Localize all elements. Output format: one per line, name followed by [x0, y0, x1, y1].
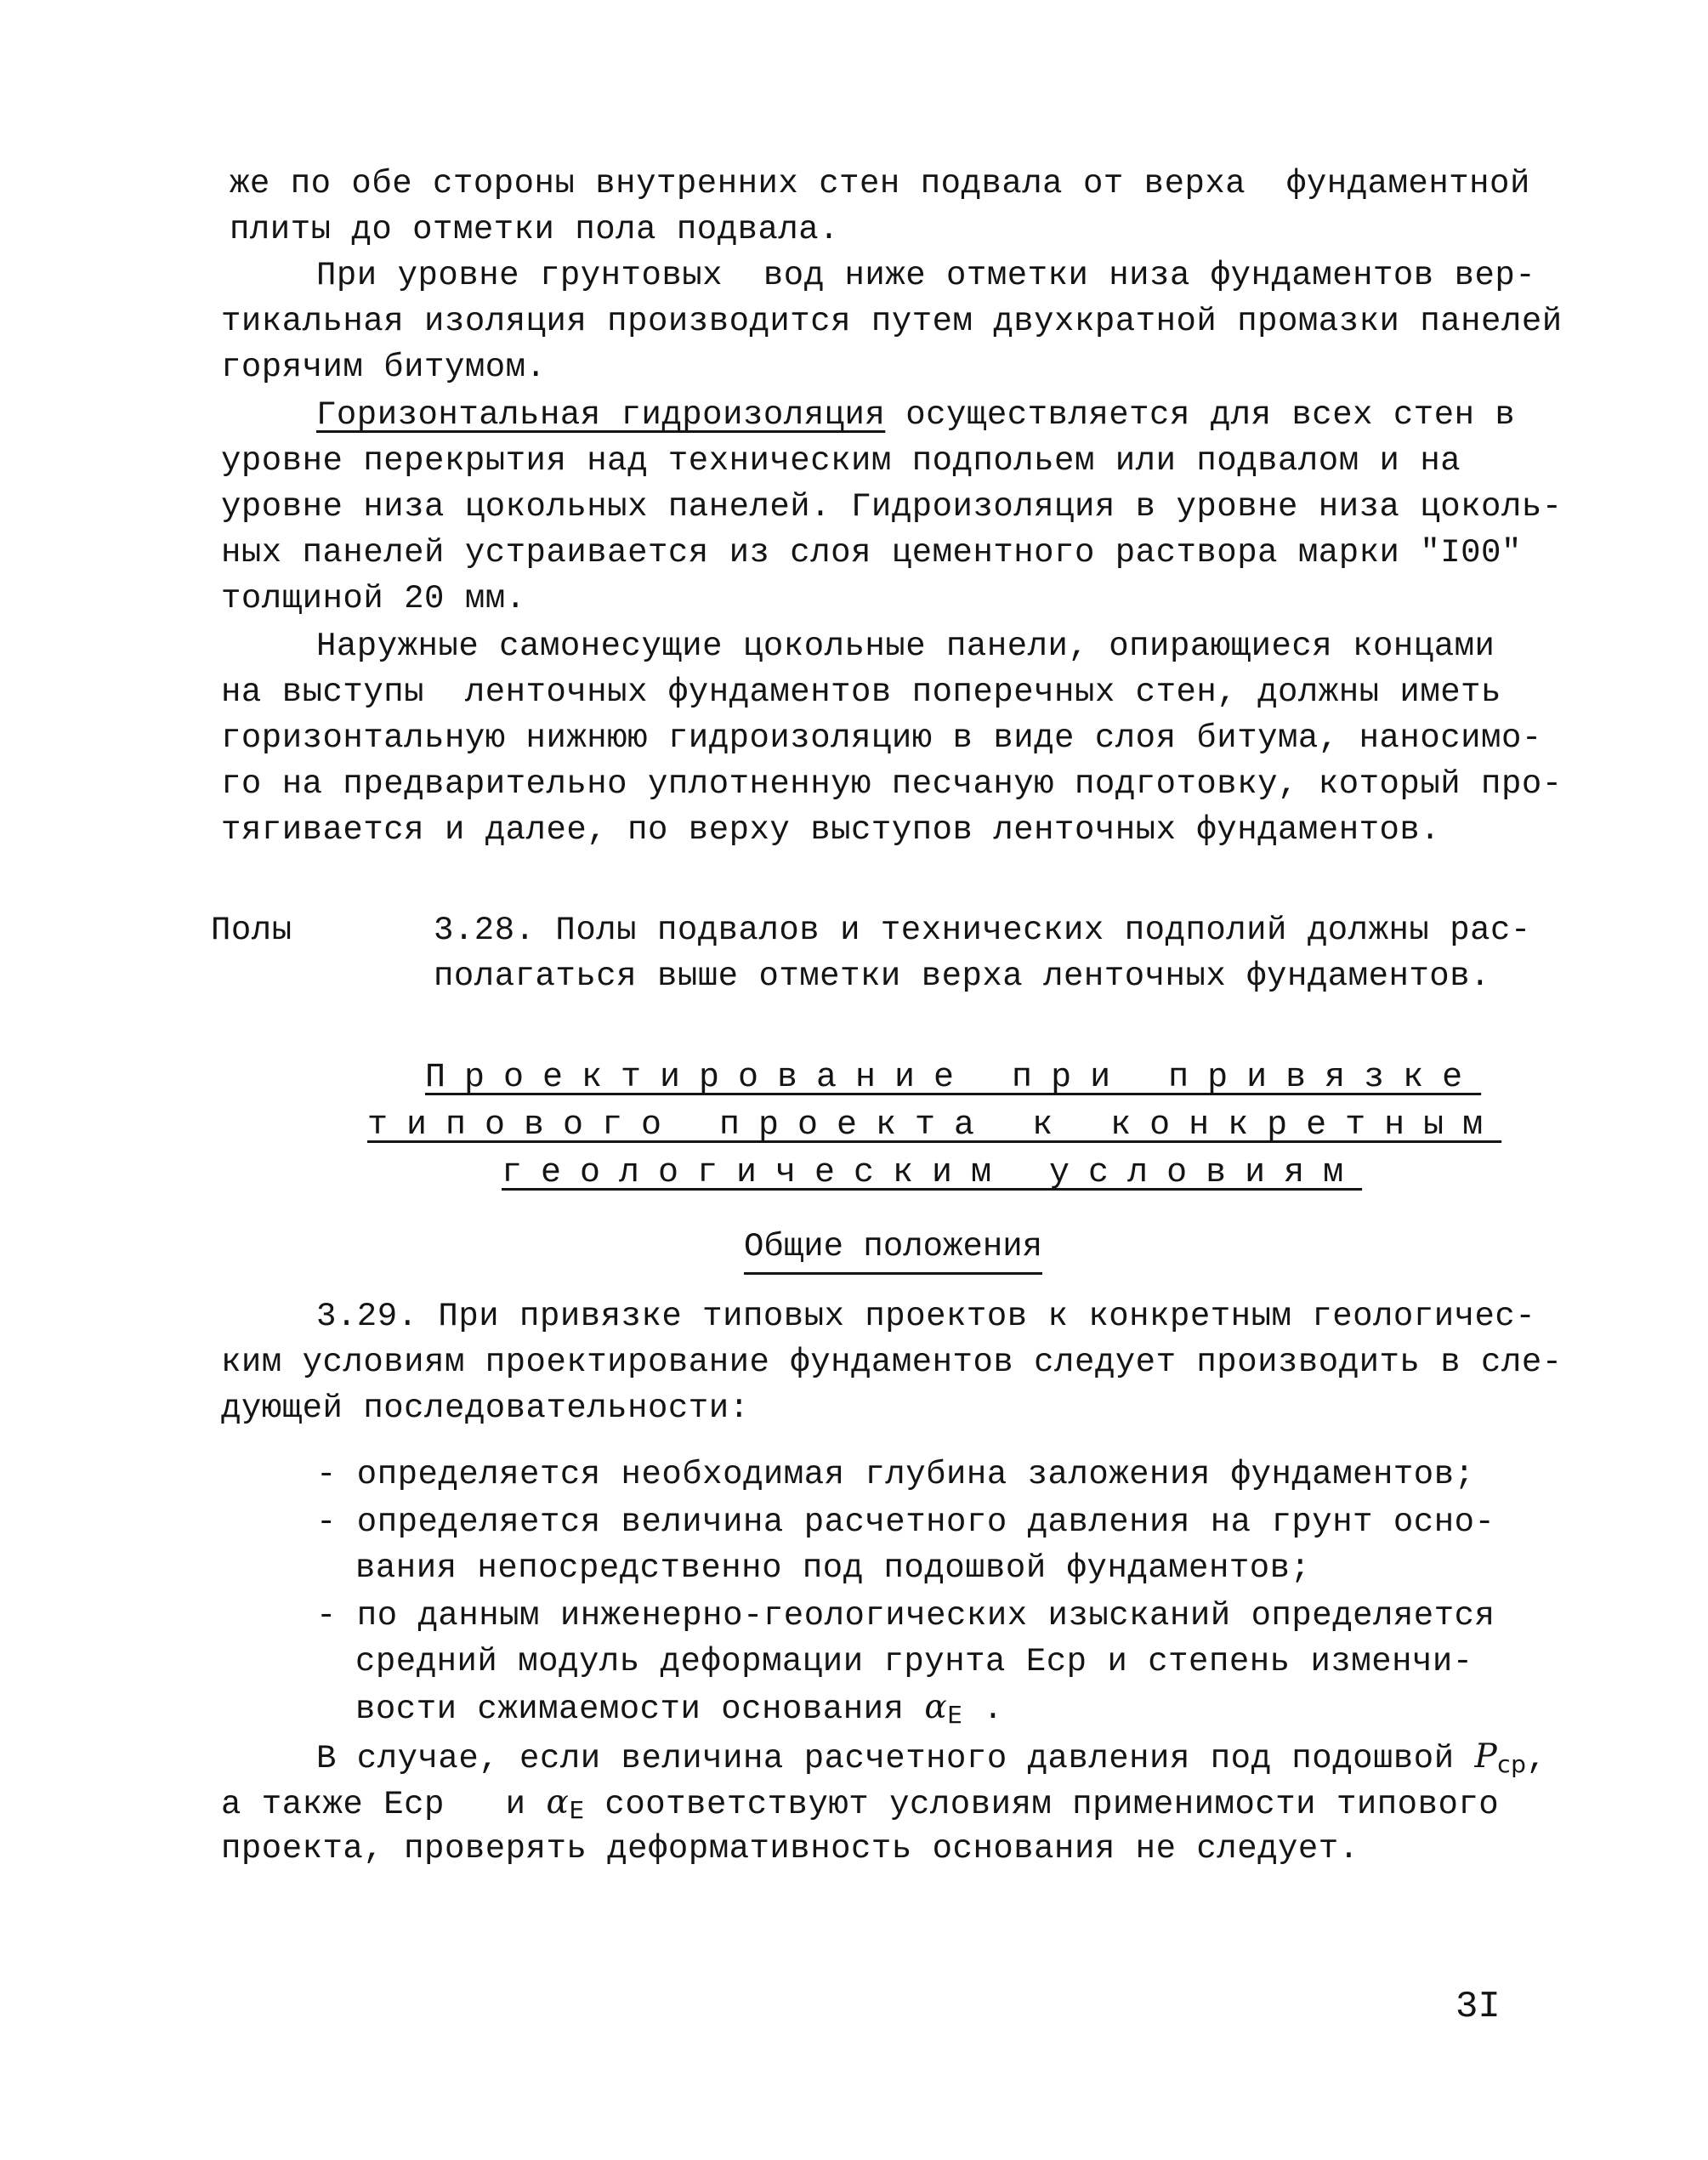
- text-line: на выступы ленточных фундаментов поперечных стен, должны иметь: [221, 674, 1501, 711]
- text-line: горизонтальную нижнюю гидроизоляцию в виде слоя битума, наносимо-: [221, 719, 1542, 757]
- text-line: [316, 393, 1515, 437]
- text-line: плиты до отметки пола подвала.: [230, 211, 840, 248]
- subsection-title: Общие положения: [744, 1225, 1042, 1275]
- alpha-symbol: α: [546, 1783, 570, 1822]
- text-line: проекта, проверять деформативность основания не следует.: [221, 1830, 1359, 1867]
- alpha-symbol: α: [924, 1688, 948, 1726]
- text-line: же по обе стороны внутренних стен подвала от верха фундаментной: [230, 165, 1530, 202]
- list-item: - определяется величина расчетного давления на грунт осно-: [316, 1503, 1495, 1541]
- text-line: го на предварительно уплотненную песчаную подготовку, который про-: [221, 765, 1563, 803]
- text-line: тикальная изоляция производится путем двухкратной промазки панелей: [221, 303, 1563, 340]
- text-line: При уровне грунтовых вод ниже отметки низа фундаментов вер-: [316, 257, 1536, 294]
- p-subscript: cp: [1497, 1750, 1527, 1778]
- text-fragment: .: [962, 1691, 1004, 1728]
- list-item: - определяется необходимая глубина заложения фундаментов;: [316, 1456, 1475, 1493]
- text-fragment: В случае, если величина расчетного давления под подошвой: [316, 1740, 1475, 1777]
- section-title-line: Проектирование при привязке: [425, 1059, 1482, 1097]
- text-line: уровне перекрытия над техническим подпольем или подвалом и на: [221, 442, 1461, 480]
- text-fragment: а также Еср и: [221, 1786, 547, 1823]
- text-line: Наружные самонесущие цокольные панели, опирающиеся концами: [316, 628, 1495, 665]
- text-line: горячим битумом.: [221, 349, 547, 386]
- text-line: 3.28. Полы подвалов и технических подполий должны рас-: [434, 912, 1531, 949]
- section-title-line: типового проекта к конкретным: [367, 1106, 1502, 1145]
- text-line: тягивается и далее, по верху выступов ленточных фундаментов.: [221, 811, 1441, 849]
- text-line: дующей последовательности:: [221, 1390, 750, 1427]
- list-item: - по данным инженерно-геологических изысканий определяется: [316, 1597, 1495, 1634]
- text-line: ных панелей устраивается из слоя цементного раствора марки "I00": [221, 534, 1522, 571]
- list-item-continuation: [355, 1685, 1003, 1737]
- list-item-continuation: вания непосредственно под подошвой фундаментов;: [355, 1549, 1311, 1587]
- text-fragment: соответствуют условиям применимости типового: [584, 1786, 1500, 1823]
- text-line: ким условиям проектирование фундаментов следует производить в сле-: [221, 1344, 1563, 1381]
- text-line: [221, 1781, 1499, 1833]
- text-fragment: осуществляется для всех стен в: [885, 396, 1516, 434]
- alpha-subscript: E: [947, 1701, 963, 1729]
- text-line: 3.29. При привязке типовых проектов к конкретным геологичес-: [316, 1298, 1536, 1335]
- text-fragment: ,: [1526, 1740, 1547, 1777]
- alpha-subscript: E: [569, 1796, 585, 1824]
- margin-label: Полы: [211, 912, 292, 949]
- text-fragment: вости сжимаемости основания: [355, 1691, 925, 1728]
- page-number: 3I: [1455, 1986, 1501, 2028]
- section-title-line: геологическим условиям: [502, 1154, 1363, 1192]
- text-line: уровне низа цокольных панелей. Гидроизоляция в уровне низа цоколь-: [221, 488, 1563, 526]
- p-symbol: P: [1474, 1737, 1498, 1776]
- text-line: толщиной 20 мм.: [221, 580, 526, 617]
- list-item-continuation: средний модуль деформации грунта Еср и степень изменчи-: [355, 1643, 1473, 1680]
- text-line: [316, 1735, 1546, 1787]
- text-line: полагаться выше отметки верха ленточных фундаментов.: [434, 958, 1490, 995]
- underlined-term: Горизонтальная гидроизоляция: [316, 396, 886, 434]
